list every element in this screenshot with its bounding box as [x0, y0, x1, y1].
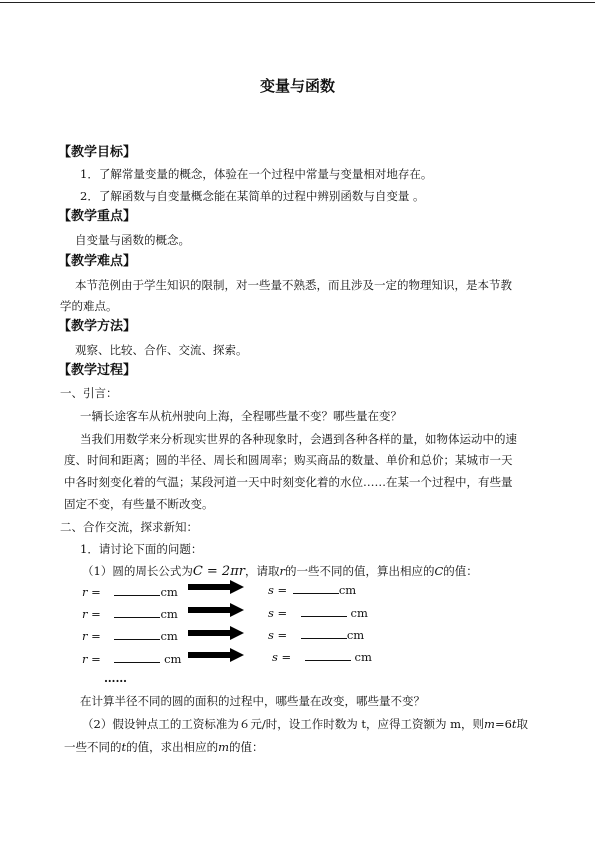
- s-answer-blank[interactable]: [301, 604, 347, 617]
- intro-paragraph-line-2: 度、时间和距离；圆的半径、周长和圆周率；购买商品的数量、单价和总价；某城市一天: [64, 453, 513, 467]
- question-2-text-c: 一些不同的: [64, 740, 122, 754]
- s-label: s =: [268, 606, 288, 620]
- goals-item-1: 1．了解常量变量的概念，体验在一个过程中常量与变量相对地存在。: [80, 167, 433, 181]
- r-label: r =: [82, 652, 101, 666]
- question-1-text-c: 的一些不同的值，算出相应的: [284, 564, 435, 578]
- variable-t: t: [121, 740, 127, 754]
- goals-item-2: 2．了解函数与自变量概念能在某简单的过程中辨别函数与自变量 。: [80, 189, 425, 203]
- variable-t: t: [511, 717, 517, 731]
- question-2-text-b: 取: [516, 717, 529, 731]
- keypoints-heading: 【教学重点】: [58, 209, 137, 224]
- calc-row-2-left: [82, 605, 178, 622]
- calc-row-1-left: [82, 583, 178, 600]
- intro-paragraph-line-3: 中各时刻变化着的气温；某段河道一天中时刻变化着的水位……在某一个过程中，有些量: [64, 475, 513, 489]
- ellipsis: ……: [104, 671, 127, 685]
- difficulties-line-1: 本节范例由于学生知识的限制，对一些量不熟悉，而且涉及一定的物理知识，是本节教: [75, 278, 512, 292]
- intro-paragraph-line-4: 固定不变，有些量不断改变。: [64, 497, 214, 511]
- question-2-line-2: [64, 739, 264, 755]
- question-2-text-a: （2）假设钟点工的工资标准为６元/时，设工作时数为 t，应得工资额为 m，则: [82, 717, 485, 731]
- question-1-text-b: ，请取: [244, 564, 280, 578]
- unit-label: cm: [160, 629, 178, 643]
- s-label: s =: [272, 650, 292, 664]
- unit-label: cm: [354, 650, 372, 664]
- arrow-right-icon: [188, 626, 244, 640]
- arrow-right-icon: [188, 648, 244, 662]
- variable-m: m: [484, 717, 495, 731]
- question-2-line-1: [82, 716, 528, 732]
- r-label: r =: [82, 607, 101, 621]
- process-heading: 【教学过程】: [58, 363, 137, 378]
- question-2-text-d: 的值，求出相应的: [126, 740, 219, 754]
- s-answer-blank[interactable]: [305, 648, 351, 661]
- page-title: 变量与函数: [259, 77, 335, 95]
- s-label: s =: [268, 583, 288, 597]
- difficulties-line-2: 学的难点。: [60, 299, 118, 313]
- calc-row-3-left: [82, 627, 178, 644]
- unit-label: cm: [164, 652, 182, 666]
- r-label: r =: [82, 629, 101, 643]
- variable-r: r: [279, 564, 285, 578]
- explore-task: 1．请讨论下面的问题：: [80, 542, 203, 556]
- question-1-text-a: （1）圆的周长公式为: [82, 564, 193, 578]
- page-top-border: [0, 2, 595, 3]
- question-2-text-e: 的值：: [229, 740, 264, 754]
- intro-question: 一辆长途客车从杭州驶向上海，全程哪些量不变？哪些量在变？: [80, 409, 402, 423]
- r-answer-blank[interactable]: [114, 650, 160, 663]
- s-label: s =: [268, 628, 288, 642]
- goals-heading: 【教学目标】: [58, 145, 137, 160]
- unit-label: cm: [350, 606, 368, 620]
- difficulties-heading: 【教学难点】: [58, 254, 137, 269]
- explore-label: 二、合作交流，探求新知：: [60, 520, 198, 534]
- methods-text: 观察、比较、合作、交流、探索。: [75, 343, 248, 357]
- keypoints-text: 自变量与函数的概念。: [75, 233, 190, 247]
- equation-text: =6: [494, 717, 512, 731]
- calc-row-4-left: [82, 650, 181, 667]
- calc-row-3-right: [268, 626, 364, 643]
- circumference-formula: C = 2πr: [192, 564, 245, 579]
- r-answer-blank[interactable]: [114, 627, 160, 640]
- unit-label: cm: [338, 583, 357, 597]
- unit-label: cm: [346, 628, 365, 642]
- unit-label: cm: [160, 607, 178, 621]
- r-answer-blank[interactable]: [114, 605, 160, 618]
- r-answer-blank[interactable]: [114, 583, 160, 596]
- reflect-question: 在计算半径不同的圆的面积的过程中，哪些量在改变，哪些量不变？: [80, 694, 425, 708]
- unit-label: cm: [160, 585, 178, 599]
- arrow-right-icon: [188, 603, 244, 617]
- question-1-text-d: 的值：: [443, 564, 478, 578]
- intro-paragraph-line-1: 当我们用数学来分析现实世界的各种现象时，会遇到各种各样的量，如物体运动中的速: [80, 432, 517, 446]
- methods-heading: 【教学方法】: [58, 319, 137, 334]
- calc-row-2-right: [268, 604, 368, 621]
- r-label: r =: [82, 585, 101, 599]
- s-answer-blank[interactable]: [293, 581, 339, 594]
- calc-row-1-right: [268, 581, 356, 598]
- s-answer-blank[interactable]: [301, 626, 347, 639]
- variable-c: C: [434, 564, 444, 578]
- calc-row-4-right: [272, 648, 372, 665]
- variable-m: m: [218, 740, 230, 754]
- arrow-right-icon: [188, 580, 244, 594]
- question-1-line: [82, 563, 478, 580]
- intro-label: 一、引言：: [60, 386, 118, 400]
